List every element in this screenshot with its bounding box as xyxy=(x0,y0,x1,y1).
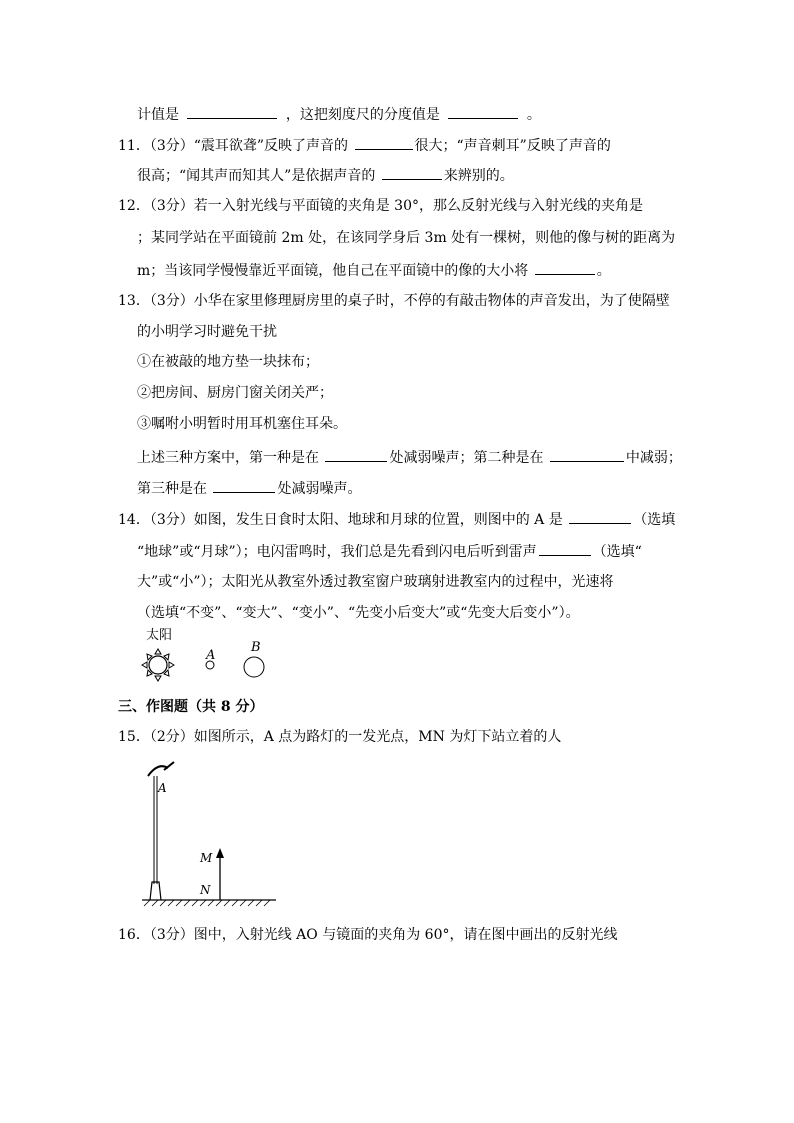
q10-text-c: 。 xyxy=(526,107,541,123)
q14-text-b: （选填 xyxy=(633,512,676,528)
label-m: M xyxy=(200,851,213,865)
q13-line-7 xyxy=(137,477,361,499)
label-a: A xyxy=(206,648,216,663)
q12-text-b: ；某同学站在平面镜前 2m 处，在该同学身后 3m 处有一棵树，则他的像与树的距离为 xyxy=(137,230,676,246)
sun-label: 太阳 xyxy=(146,628,173,643)
q16-number: 16．（3分） xyxy=(118,927,194,943)
q14-text-e: 大”或“小”）；太阳光从教室外透过教室窗户玻璃射进教室内的过程中，光速将 xyxy=(137,574,614,590)
earth-b-circle xyxy=(244,657,264,677)
q10-text-b: ，这把刻度尺的分度值是 xyxy=(285,107,440,123)
q13-line-6 xyxy=(137,446,682,468)
q10-continuation xyxy=(137,103,541,125)
ground-hatch xyxy=(144,900,270,906)
q14-blank-2[interactable] xyxy=(539,540,591,556)
q11-text-b: 很大；“声音刺耳”反映了声音的 xyxy=(414,138,611,154)
q12-text-d: 。 xyxy=(596,263,611,279)
q13-option-2: ②把房间、厨房门窗关闭关严； xyxy=(137,385,333,401)
q15-text-a: 如图所示，A 点为路灯的一发光点，MN 为灯下站立着的人 xyxy=(193,729,562,745)
q14-text-d: （选填“ xyxy=(592,544,642,560)
q13-text-b: 的小明学习时避免干扰 xyxy=(137,324,277,340)
q11-text-d: 来辨别的。 xyxy=(443,168,514,184)
q13-text-c: 上述三种方案中，第一种是在 xyxy=(137,450,319,466)
q14-line-1 xyxy=(118,508,675,530)
q13-text-f: 第三种是在 xyxy=(137,481,207,497)
section-3-heading: 三、作图题（共 8 分） xyxy=(118,699,264,715)
q12-line-1 xyxy=(118,196,643,216)
q13-line-1 xyxy=(118,291,670,311)
q13-option-1: ①在被敲的地方垫一块抹布； xyxy=(137,354,319,370)
q14-text-c: “地球”或“月球”）；电闪雷鸣时，我们总是先看到闪电后听到雷声 xyxy=(137,544,537,560)
q13-line-2 xyxy=(137,322,277,342)
label-lamp-a: A xyxy=(158,781,167,795)
q13-option-3: ③嘱咐小明暂时用耳机塞住耳朵。 xyxy=(137,416,347,432)
q11-blank-1[interactable] xyxy=(355,134,413,150)
q10-blank-2[interactable] xyxy=(448,103,518,119)
q15-line-1 xyxy=(118,727,561,747)
label-n: N xyxy=(200,883,211,897)
q14-line-4 xyxy=(137,603,580,623)
q14-text-a: 如图，发生日食时太阳、地球和月球的位置，则图中的 A 是 xyxy=(193,512,563,528)
q10-text-a: 计值是 xyxy=(137,107,179,123)
q14-text-f: （选填“不变”、“变大”、“变小”、“先变小后变大”或“先变大后变小”）。 xyxy=(137,605,580,621)
label-b: B xyxy=(251,640,261,655)
q14-line-3 xyxy=(137,572,613,592)
q13-blank-1[interactable] xyxy=(325,446,387,462)
q11-text-a: “震耳欲聋”反映了声音的 xyxy=(193,138,349,154)
q11-text-c: 很高；“闻其声而知其人”是依据声音的 xyxy=(137,168,376,184)
q10-blank-1[interactable] xyxy=(187,103,277,119)
q15-number: 15．（2分） xyxy=(118,729,194,745)
q12-blank[interactable] xyxy=(535,259,595,275)
pole-base xyxy=(150,882,161,900)
q14-number: 14．（3分） xyxy=(118,512,194,528)
arrow-head xyxy=(216,848,224,858)
q12-text-a: 若一入射光线与平面镜的夹角是 30°，那么反射光线与入射光线的夹角是 xyxy=(193,198,643,214)
q11-blank-2[interactable] xyxy=(382,164,442,180)
q13-blank-3[interactable] xyxy=(213,477,275,493)
q16-text-a: 图中，入射光线 AO 与镜面的夹角为 60°，请在图中画出的反射光线 xyxy=(193,927,618,943)
q12-number: 12．（3分） xyxy=(118,198,194,214)
q14-blank-1[interactable] xyxy=(569,508,631,524)
q13-blank-2[interactable] xyxy=(550,446,624,462)
q13-text-g: 处减弱噪声。 xyxy=(277,481,362,497)
lamp-head xyxy=(148,766,168,776)
q12-text-c: m；当该同学慢慢靠近平面镜，他自己在平面镜中的像的大小将 xyxy=(137,263,529,279)
q13-text-e: 中减弱； xyxy=(625,450,682,466)
q12-line-3 xyxy=(137,259,611,281)
sun-icon xyxy=(142,649,174,681)
q16-line-1 xyxy=(118,925,618,945)
q11-line-2 xyxy=(137,164,514,186)
q12-line-2 xyxy=(137,228,675,248)
q14-line-2 xyxy=(137,540,642,562)
q13-text-d: 处减弱噪声；第二种是在 xyxy=(389,450,544,466)
q13-text-a: 小华在家里修理厨房里的桌子时，不停的有敲击物体的声音发出，为了使隔壁 xyxy=(193,293,670,309)
q11-number: 11．（3分） xyxy=(118,138,194,154)
q11-line-1 xyxy=(118,134,611,156)
q13-number: 13．（3分） xyxy=(118,293,194,309)
